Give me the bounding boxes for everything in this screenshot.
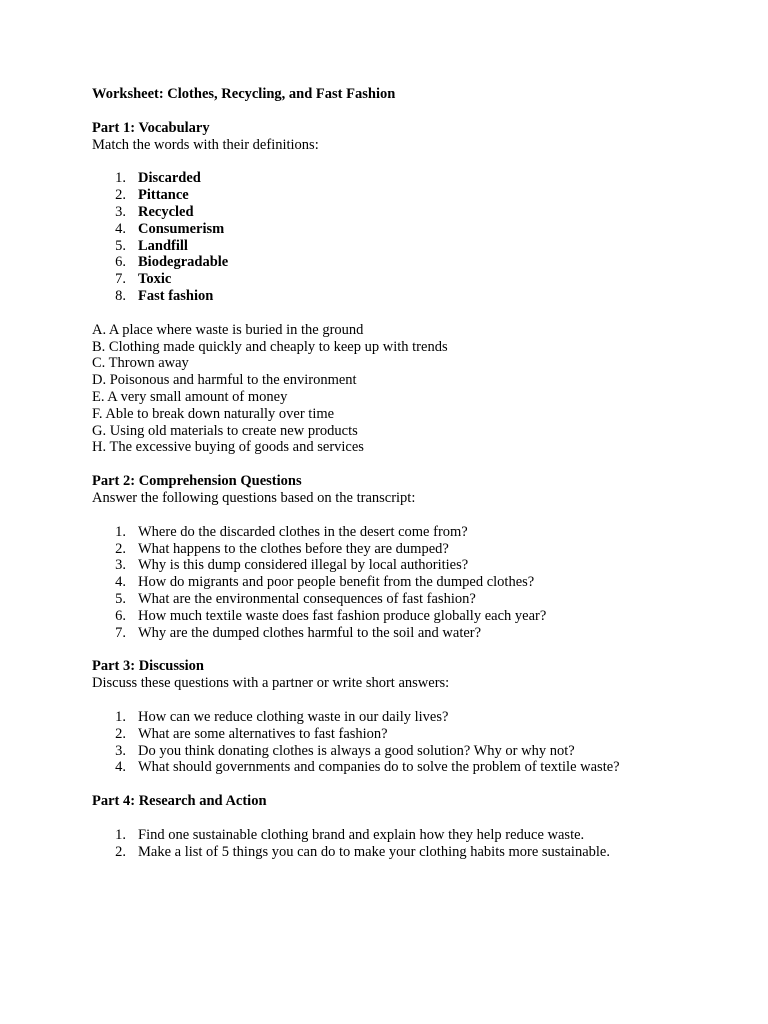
comprehension-question-list bbox=[92, 524, 732, 642]
vocabulary-word bbox=[92, 170, 732, 187]
list-number: 4. bbox=[115, 220, 126, 237]
definition-item: A. A place where waste is buried in the ground bbox=[92, 321, 364, 338]
part4-heading: Part 4: Research and Action bbox=[92, 793, 267, 810]
question-text: How can we reduce clothing waste in our daily lives? bbox=[138, 708, 449, 725]
list-number: 4. bbox=[115, 759, 126, 776]
worksheet-title: Worksheet: Clothes, Recycling, and Fast Fashion bbox=[92, 86, 396, 102]
vocabulary-word-text: Biodegradable bbox=[138, 254, 229, 271]
question-text: What are the environmental consequences of fast fashion? bbox=[138, 590, 476, 607]
vocabulary-word bbox=[92, 288, 732, 305]
definition-item: F. Able to break down naturally over time bbox=[92, 405, 335, 422]
part3-discussion-section bbox=[92, 658, 732, 776]
list-number: 2. bbox=[115, 843, 126, 860]
definition-item: C. Thrown away bbox=[92, 355, 189, 372]
definition-item: E. A very small amount of money bbox=[92, 388, 288, 405]
question-text: Where do the discarded clothes in the desert come from? bbox=[138, 523, 468, 540]
question-item bbox=[92, 557, 732, 574]
list-number: 2. bbox=[115, 187, 126, 204]
list-number: 7. bbox=[115, 271, 126, 288]
question-item bbox=[92, 524, 732, 541]
part1-heading: Part 1: Vocabulary bbox=[92, 119, 210, 136]
question-text: What are some alternatives to fast fashion? bbox=[138, 725, 388, 742]
part2-comprehension-section bbox=[92, 473, 732, 641]
vocabulary-word-text: Recycled bbox=[138, 203, 194, 220]
vocabulary-word-text: Pittance bbox=[138, 187, 189, 204]
part2-instruction: Answer the following questions based on the transcript: bbox=[92, 489, 416, 506]
vocabulary-word-text: Fast fashion bbox=[138, 287, 214, 304]
definition-item: H. The excessive buying of goods and services bbox=[92, 439, 364, 456]
part4-research-section bbox=[92, 793, 732, 860]
part3-heading: Part 3: Discussion bbox=[92, 658, 204, 675]
question-item bbox=[92, 743, 732, 760]
part2-heading: Part 2: Comprehension Questions bbox=[92, 473, 302, 490]
vocabulary-word bbox=[92, 254, 732, 271]
question-text: Why is this dump considered illegal by local authorities? bbox=[138, 557, 469, 574]
question-item bbox=[92, 709, 732, 726]
list-number: 3. bbox=[115, 557, 126, 574]
question-text: How do migrants and poor people benefit from the dumped clothes? bbox=[138, 574, 535, 591]
vocabulary-word-text: Landfill bbox=[138, 237, 188, 254]
question-text: How much textile waste does fast fashion produce globally each year? bbox=[138, 607, 547, 624]
question-item bbox=[92, 608, 732, 625]
list-number: 2. bbox=[115, 540, 126, 557]
list-number: 3. bbox=[115, 203, 126, 220]
list-number: 1. bbox=[115, 523, 126, 540]
list-number: 8. bbox=[115, 287, 126, 304]
task-item bbox=[92, 844, 732, 861]
question-item bbox=[92, 726, 732, 743]
list-number: 6. bbox=[115, 607, 126, 624]
vocabulary-word-list bbox=[92, 170, 732, 304]
question-item bbox=[92, 759, 732, 776]
list-number: 1. bbox=[115, 170, 126, 187]
part3-instruction: Discuss these questions with a partner or write short answers: bbox=[92, 675, 450, 692]
list-number: 1. bbox=[115, 826, 126, 843]
list-number: 7. bbox=[115, 624, 126, 641]
definition-item: G. Using old materials to create new products bbox=[92, 422, 358, 439]
discussion-question-list bbox=[92, 709, 732, 776]
list-number: 5. bbox=[115, 590, 126, 607]
question-text: What happens to the clothes before they are dumped? bbox=[138, 540, 449, 557]
vocabulary-word-text: Consumerism bbox=[138, 220, 225, 237]
task-text: Make a list of 5 things you can do to make your clothing habits more sustainable. bbox=[138, 843, 610, 860]
vocabulary-word bbox=[92, 238, 732, 255]
list-number: 1. bbox=[115, 708, 126, 725]
worksheet-page bbox=[92, 86, 732, 860]
vocabulary-word bbox=[92, 187, 732, 204]
task-item bbox=[92, 827, 732, 844]
question-item bbox=[92, 625, 732, 642]
question-item bbox=[92, 541, 732, 558]
part1-vocabulary-section bbox=[92, 120, 732, 456]
question-text: What should governments and companies do to solve the problem of textile waste? bbox=[138, 759, 620, 776]
question-item bbox=[92, 591, 732, 608]
definition-item: B. Clothing made quickly and cheaply to keep up with trends bbox=[92, 338, 448, 355]
vocabulary-word-text: Discarded bbox=[138, 170, 201, 187]
definition-list bbox=[92, 322, 732, 456]
list-number: 6. bbox=[115, 254, 126, 271]
task-text: Find one sustainable clothing brand and explain how they help reduce waste. bbox=[138, 826, 585, 843]
definition-item: D. Poisonous and harmful to the environment bbox=[92, 372, 357, 389]
question-text: Do you think donating clothes is always a good solution? Why or why not? bbox=[138, 742, 575, 759]
vocabulary-word bbox=[92, 204, 732, 221]
list-number: 2. bbox=[115, 725, 126, 742]
question-item bbox=[92, 574, 732, 591]
list-number: 5. bbox=[115, 237, 126, 254]
question-text: Why are the dumped clothes harmful to the soil and water? bbox=[138, 624, 482, 641]
vocabulary-word bbox=[92, 271, 732, 288]
list-number: 3. bbox=[115, 742, 126, 759]
part1-instruction: Match the words with their definitions: bbox=[92, 136, 319, 153]
vocabulary-word bbox=[92, 221, 732, 238]
list-number: 4. bbox=[115, 574, 126, 591]
vocabulary-word-text: Toxic bbox=[138, 271, 172, 288]
research-task-list bbox=[92, 827, 732, 861]
